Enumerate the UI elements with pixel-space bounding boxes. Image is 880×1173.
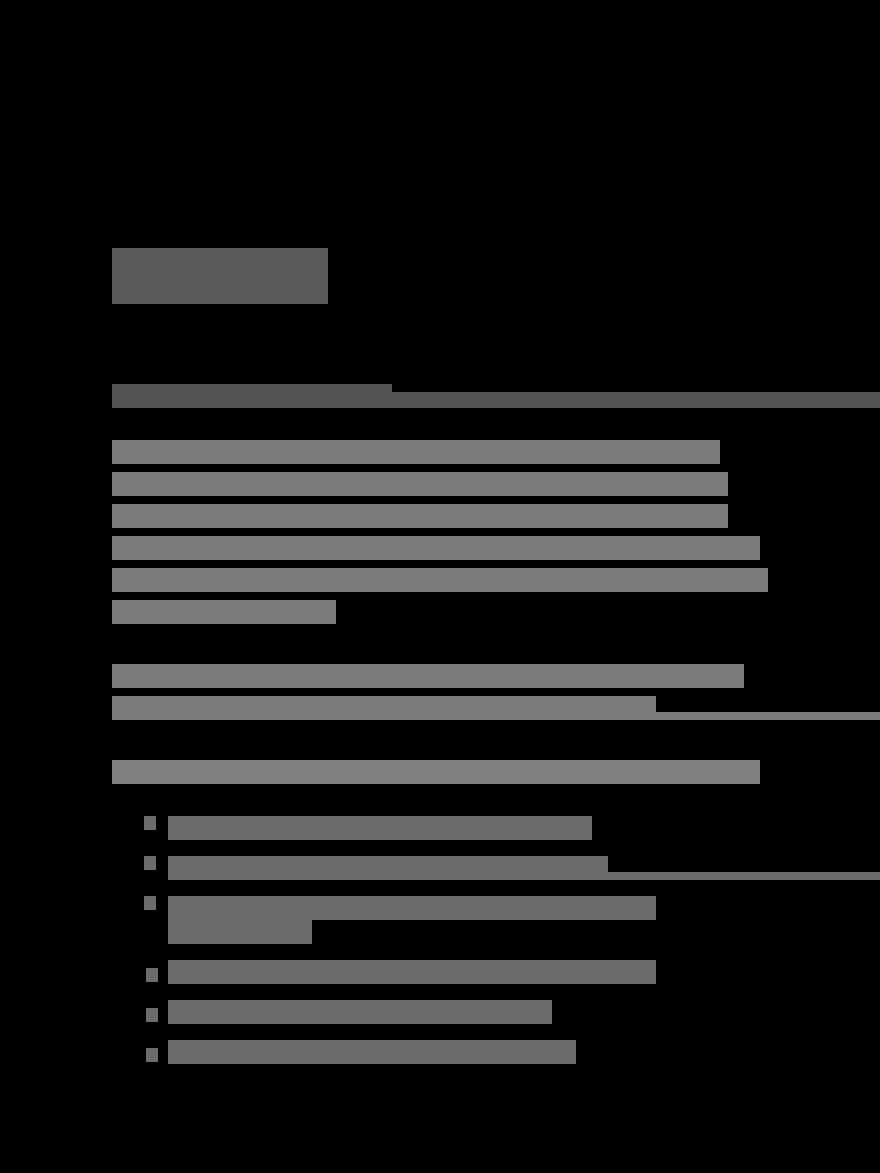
redacted-list-item — [168, 1040, 576, 1064]
line-extension-rule — [656, 712, 880, 720]
redacted-list-item — [168, 960, 656, 984]
check-marker-icon — [144, 896, 156, 910]
corner-marker-icon — [146, 1008, 158, 1022]
redacted-heading — [112, 384, 392, 408]
heading-rule — [392, 392, 880, 408]
redacted-paragraph-line — [112, 696, 656, 720]
redacted-paragraph-line — [112, 440, 720, 464]
redacted-list-item — [168, 856, 608, 880]
redacted-list-item — [168, 816, 592, 840]
redacted-paragraph-line — [112, 472, 728, 496]
redacted-paragraph-line — [112, 760, 760, 784]
corner-marker-icon — [146, 1048, 158, 1062]
corner-marker-icon — [146, 968, 158, 982]
line-extension-rule — [608, 872, 880, 880]
redacted-paragraph-line — [112, 568, 768, 592]
redacted-list-item-continuation — [168, 920, 312, 944]
redacted-list-item — [168, 1000, 552, 1024]
redacted-title — [112, 248, 328, 304]
redacted-paragraph-line — [112, 536, 760, 560]
redacted-paragraph-line — [112, 664, 744, 688]
redacted-paragraph-line — [112, 504, 728, 528]
redacted-list-item — [168, 896, 656, 920]
redacted-paragraph-line — [112, 600, 336, 624]
check-marker-icon — [144, 816, 156, 830]
check-marker-icon — [144, 856, 156, 870]
